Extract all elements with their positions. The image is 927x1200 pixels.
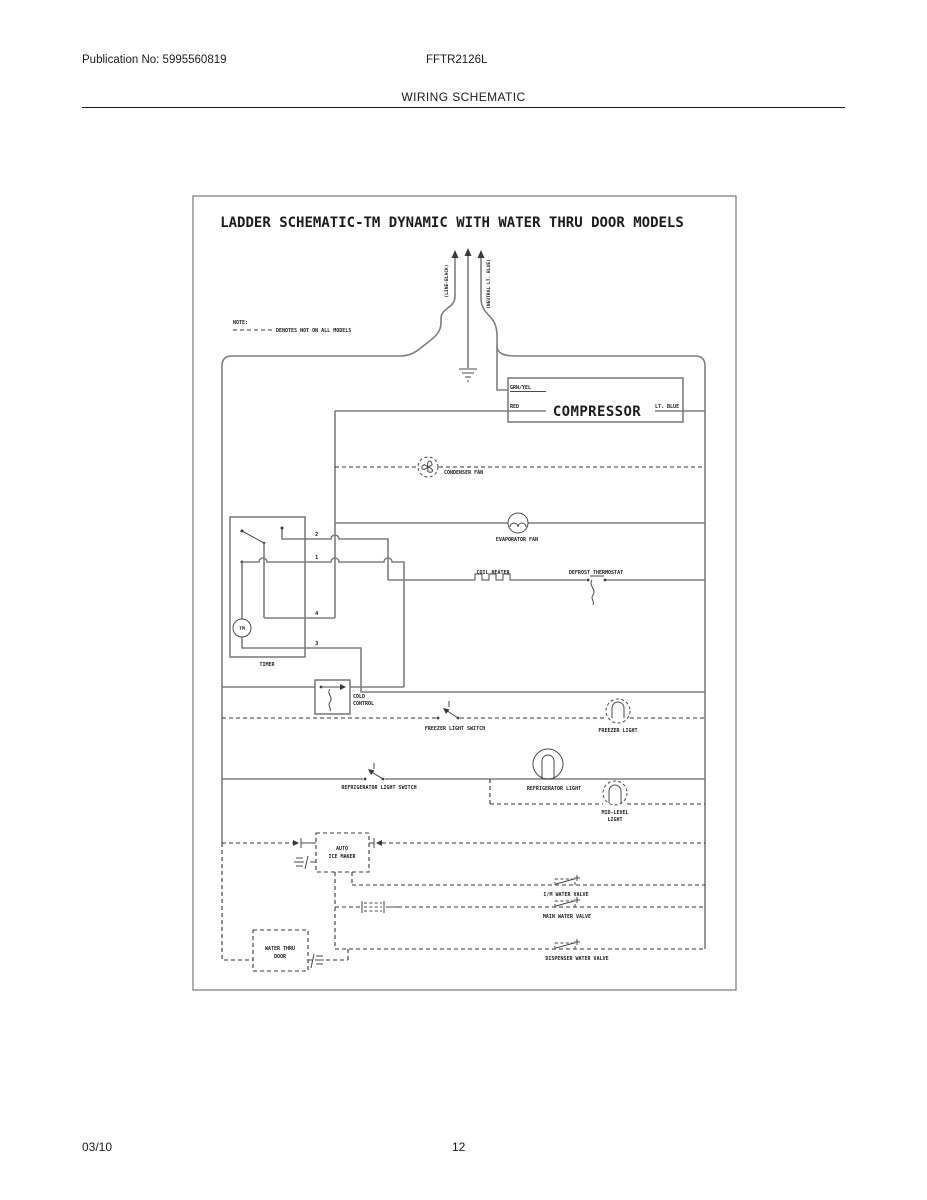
note-label: NOTE: (233, 320, 249, 326)
neutral-arrow-icon (478, 250, 485, 258)
model-number: FFTR2126L (426, 54, 488, 66)
connector-arrow-icon (293, 840, 299, 846)
connector-arrow-icon-2 (376, 840, 382, 846)
refrigerator-light-switch-label: REFRIGERATOR LIGHT SWITCH (341, 785, 417, 791)
water-thru-door-label-2: DOOR (273, 954, 287, 960)
ice-maker-label-2: ICE MAKER (328, 854, 356, 860)
terminal-4-label: 4 (315, 611, 319, 617)
defrost-thermostat-label: DEFROST THERMOSTAT (568, 570, 624, 576)
timer-t4-wire (264, 543, 335, 618)
refrigerator-light-switch-icon (364, 763, 385, 780)
mid-level-branch-wire (490, 779, 705, 804)
freezer-light-label: FREEZER LIGHT (598, 728, 638, 734)
line-black-label: (LINE-BLACK) (445, 264, 450, 298)
cold-control-arrow-icon (340, 684, 346, 690)
water-thru-door-plug-icon (308, 954, 324, 968)
cold-control-box (315, 680, 350, 714)
mid-level-light-label-1: MID-LEVEL (601, 810, 629, 816)
footer-page-number: 12 (452, 1140, 466, 1154)
terminal-1-label: 1 (315, 555, 319, 561)
red-label: RED (510, 404, 520, 410)
defrost-row (282, 528, 705, 605)
cold-control-bellows-icon (329, 689, 331, 711)
timer-t3-wire (242, 637, 705, 692)
ground-arrow-icon (465, 248, 472, 256)
line-arrow-icon (452, 250, 459, 258)
water-thru-door-wire (326, 949, 348, 960)
evaporator-fan-row (335, 513, 705, 543)
connector-tick-right (369, 838, 374, 848)
refrigerator-light-filament (542, 755, 554, 779)
line-black-wire (222, 258, 455, 843)
timer-t2-dot (281, 527, 284, 530)
freezer-light-icon (606, 699, 630, 723)
grnyel-drop-wire (497, 346, 508, 390)
terminal-2-label: 2 (315, 532, 319, 538)
refrigerator-light-row (222, 749, 705, 823)
im-water-valve-icon (555, 875, 580, 885)
publication-number: Publication No: 5995560819 (82, 54, 227, 66)
ltblue-label: LT. BLUE (655, 404, 680, 410)
water-thru-door (253, 930, 348, 971)
ice-maker-row (222, 833, 705, 949)
ground-icon (459, 369, 477, 381)
im-water-valve-label: I/M WATER VALVE (543, 892, 589, 898)
freezer-light-filament (612, 702, 624, 718)
schematic-frame (193, 196, 736, 990)
timer-label: TIMER (259, 662, 275, 668)
cold-control-label-2: CONTROL (353, 701, 375, 707)
dispenser-water-valve-label: DISPENSER WATER VALVE (545, 956, 609, 962)
schematic-note (233, 320, 351, 334)
freezer-light-switch-label: FREEZER LIGHT SWITCH (424, 726, 486, 732)
neutral-label: (NEUTRAL LT. BLUE) (487, 259, 492, 309)
refrigerator-light-label: REFRIGERATOR LIGHT (526, 786, 582, 792)
evaporator-fan-label: EVAPORATOR FAN (495, 537, 539, 543)
freezer-light-row (222, 699, 705, 734)
evaporator-fan-icon (508, 513, 528, 533)
motor-winding-icon (510, 523, 526, 527)
refrigerator-light-icon (533, 749, 563, 779)
condenser-fan-label: CONDENSER FAN (444, 470, 484, 476)
note-text: DENOTES NOT ON ALL MODELS (276, 328, 352, 334)
terminal-3-label: 3 (315, 641, 319, 647)
grnyel-label: GRN/YEL (510, 385, 532, 391)
main-water-valve-label: MAIN WATER VALVE (542, 914, 592, 920)
timer-motor-label: TM (239, 627, 245, 632)
cold-control-label-1: COLD (353, 694, 366, 700)
ice-maker-plug-icon (294, 856, 316, 869)
water-thru-door-label-1: WATER THRU (264, 946, 296, 952)
mid-level-light-label-2: LIGHT (607, 817, 623, 823)
dispenser-water-valve-icon (555, 939, 580, 949)
left-rail-dashed (222, 843, 253, 960)
power-entry (222, 248, 705, 960)
fan-blades-icon (421, 461, 433, 473)
schematic-title: LADDER SCHEMATIC-TM DYNAMIC WITH WATER THRU DOOR MODELS (220, 215, 684, 231)
freezer-light-switch-icon (437, 701, 460, 719)
mid-level-light-filament (609, 785, 621, 803)
defrost-thermostat-icon (587, 576, 607, 605)
ice-maker-label-1: AUTO (335, 846, 349, 852)
cold-control (222, 680, 404, 714)
water-valves (335, 875, 705, 962)
main-water-valve-icon (555, 897, 580, 907)
coil-heater-label: COIL HEATER (476, 570, 510, 576)
connector-tick-left (301, 838, 316, 848)
defrost-timer (230, 517, 705, 692)
compressor (335, 378, 705, 618)
compressor-label: COMPRESSOR (552, 404, 642, 420)
footer-date: 03/10 (82, 1140, 113, 1154)
page-title: WIRING SCHEMATIC (401, 90, 526, 104)
inline-connector-icon (362, 901, 398, 913)
ice-maker-box (316, 833, 369, 872)
condenser-fan-row (335, 457, 705, 477)
timer-switch-arm (242, 531, 264, 543)
